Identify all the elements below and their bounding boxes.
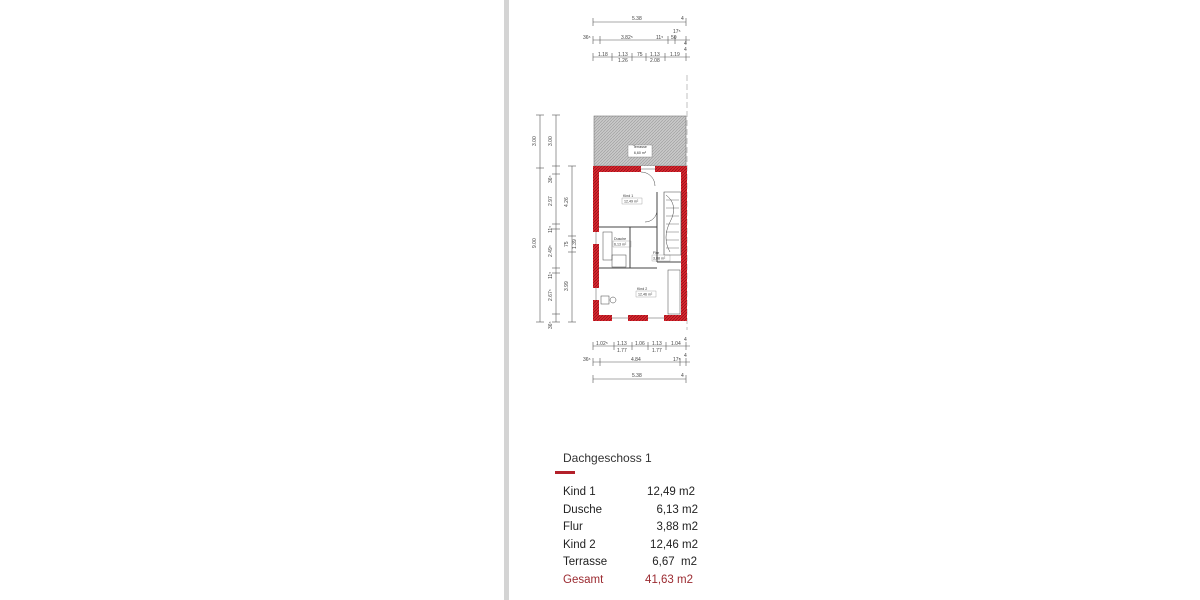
left-dim-label: 11⁵: [548, 271, 554, 279]
top-dim-label: 1.13: [650, 52, 660, 58]
legend-total-name: Gesamt: [563, 573, 604, 586]
left-dim-label: 3.00: [532, 136, 538, 146]
top-dim-label: 4: [684, 47, 687, 53]
bottom-dim-label: 1.13: [617, 341, 627, 347]
top-dim-label: 1.19: [670, 52, 680, 58]
left-dim-label: 11⁵: [548, 225, 554, 233]
page-divider: [504, 0, 509, 600]
legend-room-name: Kind 2: [563, 538, 596, 551]
left-dim-label: 2.49⁵: [548, 245, 554, 257]
bottom-dim-label: 36⁵: [583, 357, 591, 363]
bottom-dim-label: 4: [684, 337, 687, 343]
left-dim-label: 36⁵: [548, 175, 554, 183]
top-dim-label: 17⁵: [673, 29, 681, 35]
top-dim-label: 1.13: [618, 52, 628, 58]
left-dim-label: 36⁵: [548, 321, 554, 329]
terrace-area: [594, 116, 686, 166]
room-label-flur: Flur: [653, 251, 660, 255]
bottom-dim-label: 1.04: [671, 341, 681, 347]
left-dim-label: 9.00: [532, 238, 538, 248]
top-dim-label: 36⁵: [583, 35, 591, 41]
left-dim-label: 1.39: [572, 239, 578, 249]
legend-accent-bar: [555, 471, 575, 474]
legend-row-kind-1: [555, 484, 715, 502]
room-area-kind-1: 12,49 m²: [624, 199, 639, 204]
legend-room-name: Kind 1: [563, 486, 596, 498]
top-dim-label: 1.26: [618, 58, 628, 64]
exterior-walls: [593, 166, 687, 321]
legend-room-area: 12,49 m2: [647, 486, 695, 498]
bottom-dim-label: 1.06: [635, 341, 645, 347]
bottom-dim-label: 4.84: [631, 357, 641, 363]
top-dim-label: 1.18: [598, 52, 608, 58]
room-label-kind-2: Kind 2: [637, 287, 648, 291]
room-area-kind-2: 12,46 m²: [638, 292, 653, 297]
bottom-dim-label: 1.77: [617, 348, 627, 354]
left-dim-label: 3.00: [548, 136, 554, 146]
top-dim-label: 75: [637, 52, 643, 58]
bottom-dim-label: 4: [681, 373, 684, 379]
bottom-dim-label: 1.02⁵: [596, 341, 608, 347]
left-dim-label: 75: [564, 241, 570, 247]
bottom-dim-label: 1.77: [652, 348, 662, 354]
top-dim-label: 50: [671, 35, 677, 41]
room-area-flur: 3,88 m²: [653, 256, 666, 261]
floor-plan: [520, 0, 720, 400]
legend-title: Dachgeschoss 1: [563, 451, 652, 465]
room-label-dusche: Dusche: [614, 237, 627, 241]
legend-row-kind-2: [555, 537, 715, 555]
top-dim-label: 4: [681, 16, 684, 22]
left-dim-label: 4.26: [564, 197, 570, 207]
legend-room-area: 12,46 m2: [650, 538, 698, 551]
legend-room-area: 3,88 m2: [656, 521, 698, 533]
left-dim-label: 2.97: [548, 196, 554, 206]
room-area-terrace: 6,60 m²: [633, 151, 647, 155]
legend-row-flur: [555, 519, 715, 537]
top-dim-label: 3.82⁵: [621, 35, 633, 41]
legend-total-area: 41,63 m2: [645, 573, 693, 586]
area-legend: [555, 450, 715, 589]
left-dim-label: 3.99: [564, 281, 570, 291]
legend-room-name: Dusche: [563, 503, 602, 516]
legend-row-terrasse: [555, 554, 715, 572]
room-area-dusche: 6,13 m²: [614, 242, 627, 247]
top-dim-label: 11⁵: [656, 35, 664, 41]
bottom-dim-label: 17⁵: [673, 357, 681, 363]
legend-room-name: Flur: [563, 521, 583, 533]
bottom-dim-label: 4: [684, 353, 687, 359]
legend-row-total: [555, 572, 715, 590]
top-dim-label: 2.08: [650, 58, 660, 64]
room-label-terrace: Terrasse: [633, 145, 647, 149]
left-dim-label: 2.67⁵: [548, 289, 554, 301]
room-label-kind-1: Kind 1: [623, 194, 634, 198]
bottom-dim-label: 5.38: [632, 373, 642, 379]
legend-room-area: 6,67 m2: [652, 556, 697, 568]
legend-row-dusche: [555, 502, 715, 520]
legend-room-area: 6,13 m2: [656, 503, 698, 516]
top-dim-label: 5.38: [632, 16, 642, 22]
bottom-dim-label: 1.13: [652, 341, 662, 347]
top-dim-label: 4: [684, 41, 687, 47]
legend-room-name: Terrasse: [563, 556, 608, 568]
left-dimension-lines: [536, 115, 576, 322]
